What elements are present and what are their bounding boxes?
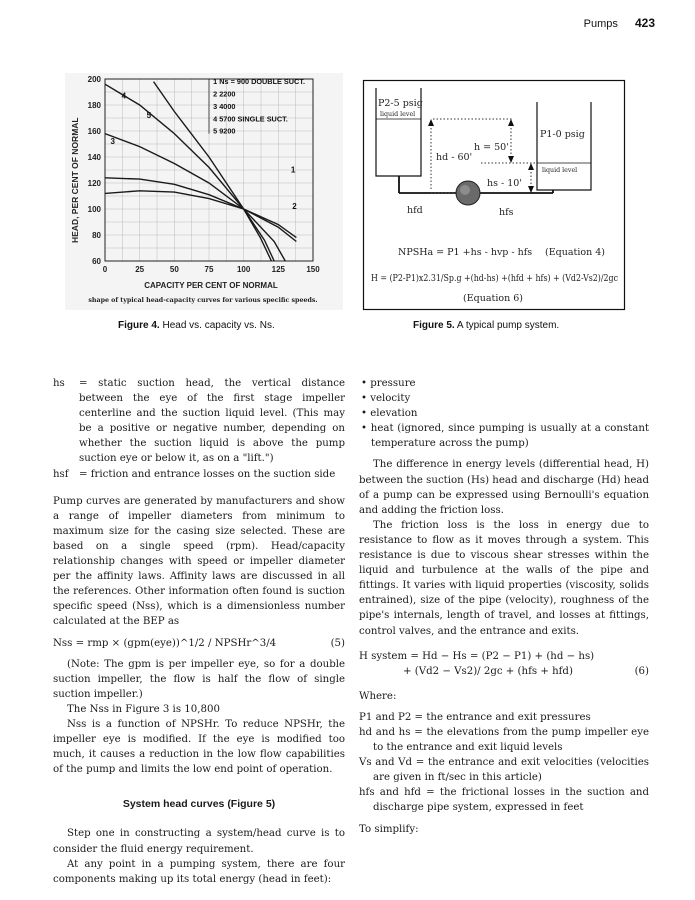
h-equation: H = (P2-P1)x2.31/Sp.g +(hd-hs) +(hfd + hfs) + (Vd2-Vs2)/2gc bbox=[371, 273, 618, 284]
x-axis-label: CAPACITY PER CENT OF NORMAL bbox=[144, 281, 278, 290]
running-header bbox=[584, 16, 655, 30]
figure-4-caption-label: Figure 4. bbox=[118, 320, 160, 331]
section-title: Pumps bbox=[583, 18, 618, 30]
paragraph-friction: The friction loss is the loss in energy due to resistance to flow as it moves through a system. This resistance is due to viscous shear stresses within the liquid and turbulence at the walls of the pipe and fittings. It varies with liquid properties (viscosity, solids entrained), size of the pipe (velocity), roughness of the pipe's internals, length of travel, and losses at fittings, control valves, and the entrance and exits. bbox=[359, 519, 649, 637]
pump-highlight bbox=[460, 185, 470, 195]
npsha-equation: NPSHa = P1 +hs - hvp - hfs bbox=[398, 247, 533, 258]
where-label: Where: bbox=[359, 690, 397, 702]
bullet-item: • elevation bbox=[361, 408, 418, 420]
figure-4-chart bbox=[65, 73, 343, 310]
equation-5 bbox=[53, 636, 345, 651]
definition-v: Vs and Vd = the entrance and exit velocities (velocities are given in ft/sec in this article) bbox=[359, 757, 649, 784]
definition-text: = static suction head, the vertical distance between the eye of the first stage impeller centerline and the suction liquid level. (This may be a positive or negative number, depending on whether the suction liquid is above the pump suction eye or below it, as on a "lift.") bbox=[79, 378, 345, 465]
hd-label: hd - 60' bbox=[436, 152, 473, 163]
x-tick-label: 75 bbox=[204, 265, 214, 274]
equation-4-label: (Equation 4) bbox=[545, 247, 605, 258]
page-number: 423 bbox=[634, 16, 655, 30]
x-tick-label: 150 bbox=[306, 265, 320, 274]
curve-label: 4 bbox=[121, 91, 127, 101]
figure-5-diagram bbox=[363, 80, 625, 310]
curve-label: 3 bbox=[110, 137, 115, 146]
bullet-text: pressure bbox=[370, 378, 416, 389]
legend-entry: 3 4000 bbox=[213, 101, 236, 111]
figure-5-caption-text: A typical pump system. bbox=[456, 320, 560, 331]
x-tick-label: 50 bbox=[169, 265, 179, 274]
legend-entry: 5 9200 bbox=[213, 126, 236, 136]
equation-6-line-2-row bbox=[403, 664, 649, 679]
hfs-label: hfs bbox=[499, 207, 514, 218]
equation-6-line-2: + (Vd2 − Vs2)/ 2gc + (hfs + hfd) bbox=[403, 665, 573, 677]
left-column bbox=[53, 376, 345, 887]
y-tick-label: 140 bbox=[87, 153, 101, 162]
legend-entry: 1 Ns = 900 DOUBLE SUCT. bbox=[213, 77, 306, 87]
paragraph-step-one: Step one in constructing a system/head curve is to consider the fluid energy requirement. bbox=[53, 828, 345, 855]
paragraph-note: (Note: The gpm is per impeller eye, so for a double suction impeller, the flow is half the flow of single suction impeller.) bbox=[53, 658, 345, 700]
h-label: h = 50' bbox=[474, 142, 509, 153]
right-column bbox=[359, 376, 649, 837]
y-tick-label: 80 bbox=[92, 231, 101, 240]
right-liquid-level-label: liquid level bbox=[542, 167, 578, 174]
definition-text: = friction and entrance losses on the suction side bbox=[79, 468, 336, 480]
y-tick-label: 60 bbox=[92, 257, 101, 266]
figure-4-caption bbox=[118, 320, 275, 331]
paragraph-pump-curves: Pump curves are generated by manufacturers and show a range of impeller diameters from minimum to maximum size for the casing size selected. These are based on a single speed (rpm). Head/capacity relationship changes with speed or impeller diameter per the affinity laws. Affinity laws are discussed in all the references. Other information often found is suction specific speed (Nss), which is a dimensionless number calculated at the BEP as bbox=[53, 495, 345, 628]
x-tick-label: 125 bbox=[271, 265, 286, 274]
x-tick-label: 0 bbox=[102, 265, 108, 274]
curve-label: 5 bbox=[146, 111, 152, 120]
y-tick-label: 200 bbox=[87, 75, 101, 84]
bullet-item: • pressure bbox=[361, 378, 416, 389]
left-liquid-level-label: liquid level bbox=[380, 111, 416, 118]
bullet-item: • heat (ignored, since pumping is usually at a constant temperature across the pump) bbox=[361, 423, 649, 450]
definition-hf: hfs and hfd = the frictional losses in the suction and discharge pipe system, expressed in feet bbox=[359, 787, 649, 814]
bullet-text: heat (ignored, since pumping is usually at a constant temperature across the pump) bbox=[370, 423, 649, 450]
x-tick-label: 25 bbox=[135, 265, 145, 274]
figure-4-subcaption: shape of typical head-capacity curves for various specific speeds. bbox=[88, 297, 318, 304]
figure-4-background bbox=[65, 73, 343, 310]
y-tick-label: 160 bbox=[87, 127, 101, 136]
equation-5-body: Nss = rmp × (gpm(eye))^1/2 / NPSHr^3/4 bbox=[53, 637, 277, 649]
equation-6-line-1: H system = Hd − Hs = (P2 − P1) + (hd − hs) bbox=[359, 650, 595, 662]
equation-5-number: (5) bbox=[330, 637, 345, 649]
bullet-text: velocity bbox=[370, 393, 411, 405]
hfd-label: hfd bbox=[407, 205, 423, 216]
to-simplify: To simplify: bbox=[359, 823, 419, 835]
legend-entry: 2 2200 bbox=[213, 89, 236, 99]
figure-4-caption-text: Head vs. capacity vs. Ns. bbox=[162, 320, 275, 331]
curve-label: 2 bbox=[292, 202, 297, 211]
equation-6-number: (6) bbox=[634, 665, 649, 677]
p1-label: P1-0 psig bbox=[540, 129, 585, 140]
definition-hsf bbox=[53, 467, 345, 482]
y-tick-label: 180 bbox=[87, 101, 101, 110]
figure-5-caption-label: Figure 5. bbox=[413, 320, 455, 331]
curve-label: 1 bbox=[290, 165, 296, 175]
paragraph-nss-figure3: The Nss in Figure 3 is 10,800 bbox=[67, 703, 220, 715]
paragraph-any-point: At any point in a pumping system, there are four components making up its total energy (head in feet): bbox=[53, 858, 345, 885]
paragraph-difference: The difference in energy levels (differential head, H) between the suction (Hs) head and discharge (Hd) head of a pump can be expressed using Bernoulli's equation and adding the friction loss. bbox=[359, 459, 649, 516]
x-tick-label: 100 bbox=[236, 265, 251, 274]
equation-6-label: (Equation 6) bbox=[463, 293, 523, 304]
section-heading: System head curves (Figure 5) bbox=[122, 798, 276, 811]
p2-label: P2-5 psig bbox=[378, 98, 423, 109]
definition-p: P1 and P2 = the entrance and exit pressures bbox=[359, 711, 591, 723]
definition-h: hd and hs = the elevations from the pump impeller eye to the entrance and exit liquid levels bbox=[359, 726, 649, 754]
bullet-item: • velocity bbox=[361, 393, 411, 405]
definition-hs bbox=[53, 376, 345, 467]
figure-5-caption bbox=[413, 320, 559, 331]
y-tick-label: 120 bbox=[87, 179, 101, 188]
paragraph-nss-function: Nss is a function of NPSHr. To reduce NPSHr, the impeller eye is modified. If the eye is modified too much, it causes a reduction in the low flow capabilities of the pump and limits the low end point of operation. bbox=[53, 718, 345, 776]
y-tick-label: 100 bbox=[87, 205, 101, 214]
definition-symbol: hs bbox=[53, 378, 65, 389]
legend-entry: 4 5700 SINGLE SUCT. bbox=[213, 114, 288, 124]
bullet-text: elevation bbox=[370, 408, 418, 420]
hs-label: hs - 10' bbox=[487, 178, 522, 189]
y-axis-label: HEAD, PER CENT OF NORMAL bbox=[70, 117, 80, 243]
definition-symbol: hsf bbox=[53, 468, 69, 480]
